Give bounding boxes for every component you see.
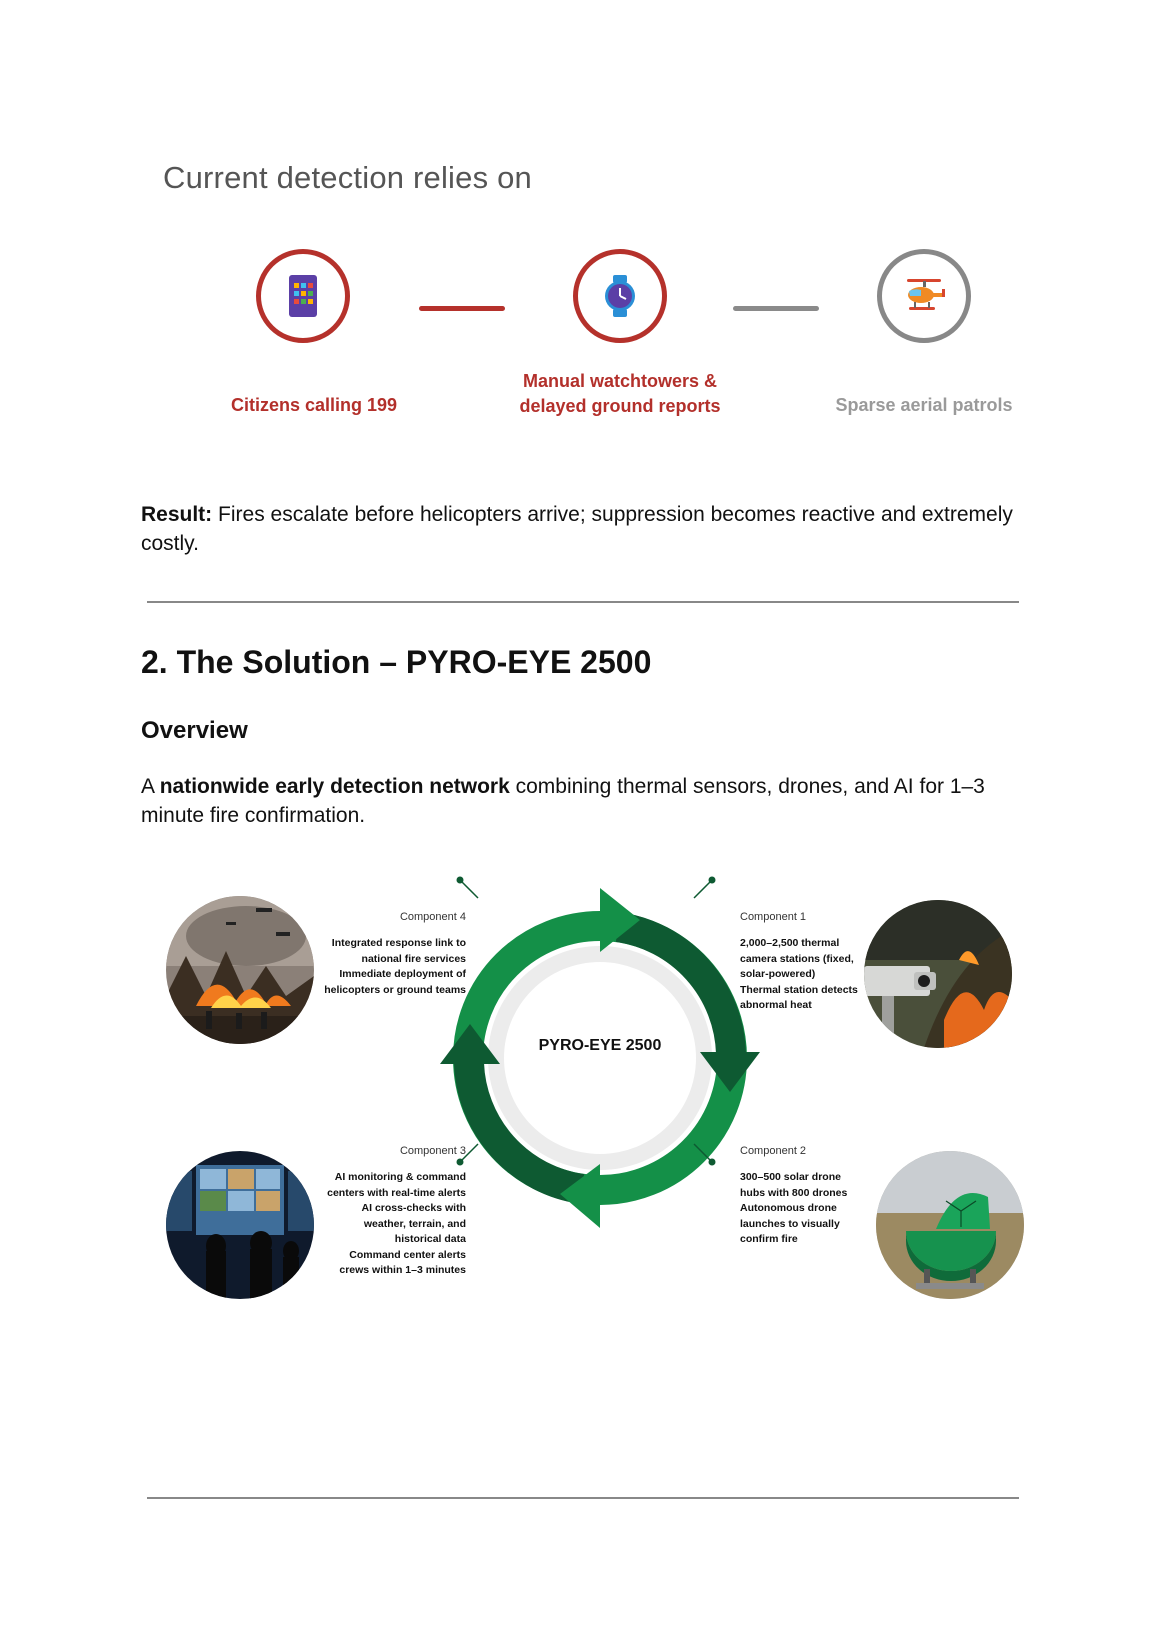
result-paragraph xyxy=(141,500,1021,558)
component-4-photo xyxy=(166,896,314,1044)
detection-title: Current detection relies on xyxy=(163,160,532,195)
connector-line-1 xyxy=(419,306,505,311)
step-watchtower-circle xyxy=(573,249,667,343)
step-patrols-circle xyxy=(877,249,971,343)
divider-bottom xyxy=(147,1497,1019,1499)
component-2-text: 300–500 solar drone hubs with 800 drones Autonomous drone launches to visually confirm fire xyxy=(740,1171,848,1245)
component-4-text: Integrated response link to national fire services Immediate deployment of helicopters or ground teams xyxy=(324,937,466,996)
component-3-label: Component 3 xyxy=(399,1145,466,1157)
overview-heading: Overview xyxy=(141,717,248,744)
step-label-patrols: Sparse aerial patrols xyxy=(835,395,1013,415)
result-text: Fires escalate before helicopters arrive; suppression becomes reactive and extremely costly. xyxy=(141,503,1013,555)
step-label-citizens: Citizens calling 199 xyxy=(230,395,398,415)
step-citizens-circle xyxy=(256,249,350,343)
diagram-leaders xyxy=(456,876,716,1166)
connector-line-2 xyxy=(733,306,819,311)
helicopter-icon xyxy=(901,276,947,316)
section-heading: 2. The Solution – PYRO-EYE 2500 xyxy=(141,644,652,680)
component-4-label: Component 4 xyxy=(399,911,466,923)
component-3-photo xyxy=(166,1151,314,1299)
diagram-center-label: PYRO-EYE 2500 xyxy=(538,1037,662,1054)
phone-icon xyxy=(286,274,320,318)
component-1-text: 2,000–2,500 thermal camera stations (fixed, solar-powered) Thermal station detects abnormal heat xyxy=(740,937,858,1011)
component-3-text: AI monitoring & command centers with real-time alerts AI cross-checks with weather, terrain, and historical data Command center alerts crews within 1–3 minutes xyxy=(327,1171,466,1276)
component-1-label: Component 1 xyxy=(740,911,807,923)
component-2-label: Component 2 xyxy=(740,1145,807,1157)
overview-bold: nationwide early detection network xyxy=(159,775,510,798)
component-1-photo xyxy=(864,900,1012,1048)
overview-paragraph: A nationwide early detection network combining thermal sensors, drones, and AI for 1–3 minute fire confirmation. xyxy=(141,775,985,827)
component-2-photo xyxy=(876,1151,1024,1299)
result-label: Result: xyxy=(141,503,213,526)
step-label-watchtowers: Manual watchtowers & delayed ground reports xyxy=(519,371,721,416)
divider-top xyxy=(147,601,1019,603)
watch-icon xyxy=(602,274,638,318)
